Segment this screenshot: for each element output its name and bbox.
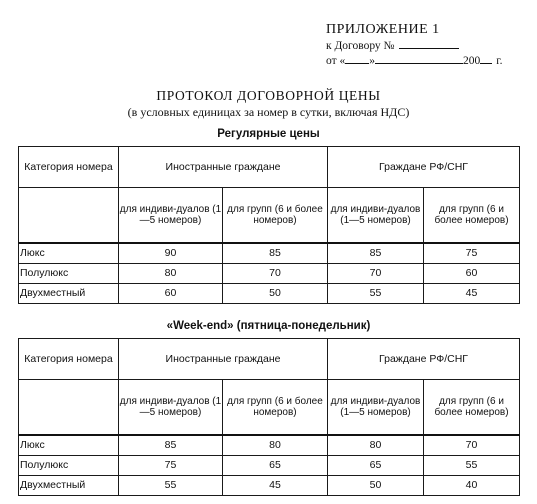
price-cell: 40	[424, 476, 520, 496]
price-cell: 45	[424, 284, 520, 304]
document-title: ПРОТОКОЛ ДОГОВОРНОЙ ЦЕНЫ	[156, 88, 381, 103]
regular-prices-table	[18, 146, 520, 304]
foreign-citizens-header: Иностранные граждане	[119, 339, 328, 380]
price-cell: 45	[223, 476, 328, 496]
price-cell: 70	[223, 264, 328, 284]
price-cell: 75	[424, 243, 520, 264]
room-category-label: Двухместный	[19, 476, 119, 496]
price-cell: 75	[119, 456, 223, 476]
price-cell: 55	[424, 456, 520, 476]
price-cell: 85	[119, 435, 223, 456]
price-cell: 60	[119, 284, 223, 304]
table-row	[19, 243, 520, 264]
price-cell: 55	[119, 476, 223, 496]
contract-date-line	[326, 54, 503, 69]
price-cell: 65	[328, 456, 424, 476]
price-cell: 65	[223, 456, 328, 476]
room-category-label: Полулюкс	[19, 456, 119, 476]
table-row	[19, 476, 520, 496]
groups-header: для групп (6 и более номеров)	[223, 380, 328, 436]
date-day-blank	[345, 54, 369, 64]
date-year-prefix: 200	[463, 54, 481, 67]
room-category-label: Люкс	[19, 243, 119, 264]
category-header-spacer	[19, 188, 119, 244]
category-header: Категория номера	[19, 147, 119, 188]
groups-header: для групп (6 и более номеров)	[424, 380, 520, 436]
weekend-prices-title: «Week-end» (пятница-понедельник)	[166, 320, 371, 332]
date-quote-close: »	[369, 54, 375, 67]
individuals-header: для индиви-дуалов (1—5 номеров)	[328, 380, 424, 436]
category-header: Категория номера	[19, 339, 119, 380]
price-cell: 50	[328, 476, 424, 496]
regular-prices-title: Регулярные цены	[217, 128, 320, 140]
room-category-label: Полулюкс	[19, 264, 119, 284]
date-year-suffix: г.	[496, 54, 503, 67]
price-cell: 70	[328, 264, 424, 284]
contract-number-label: к Договору №	[326, 39, 395, 52]
price-cell: 80	[119, 264, 223, 284]
regular-prices-body	[19, 243, 520, 304]
weekend-prices-body	[19, 435, 520, 496]
date-month-blank	[375, 54, 463, 64]
table-row	[19, 264, 520, 284]
room-category-label: Двухместный	[19, 284, 119, 304]
category-header-spacer	[19, 380, 119, 436]
document-subtitle: (в условных единицах за номер в сутки, включая НДС)	[127, 105, 410, 119]
price-cell: 90	[119, 243, 223, 264]
individuals-header: для индиви-дуалов (1—5 номеров)	[119, 188, 223, 244]
date-year-blank	[480, 54, 492, 64]
appendix-title: ПРИЛОЖЕНИЕ 1	[326, 22, 440, 37]
individuals-header: для индиви-дуалов (1—5 номеров)	[119, 380, 223, 436]
rf-cis-citizens-header: Граждане РФ/СНГ	[328, 147, 520, 188]
room-category-label: Люкс	[19, 435, 119, 456]
individuals-header: для индиви-дуалов (1—5 номеров)	[328, 188, 424, 244]
price-cell: 85	[328, 243, 424, 264]
foreign-citizens-header: Иностранные граждане	[119, 147, 328, 188]
table-row	[19, 456, 520, 476]
groups-header: для групп (6 и более номеров)	[424, 188, 520, 244]
price-cell: 60	[424, 264, 520, 284]
weekend-prices-table	[18, 338, 520, 496]
appendix-header	[326, 22, 503, 68]
price-cell: 80	[223, 435, 328, 456]
price-cell: 55	[328, 284, 424, 304]
table-row	[19, 284, 520, 304]
groups-header: для групп (6 и более номеров)	[223, 188, 328, 244]
rf-cis-citizens-header: Граждане РФ/СНГ	[328, 339, 520, 380]
date-prefix: от «	[326, 54, 346, 67]
contract-number-line	[326, 39, 503, 54]
price-cell: 80	[328, 435, 424, 456]
price-cell: 70	[424, 435, 520, 456]
contract-number-blank	[399, 39, 459, 49]
table-row	[19, 435, 520, 456]
price-cell: 50	[223, 284, 328, 304]
price-cell: 85	[223, 243, 328, 264]
